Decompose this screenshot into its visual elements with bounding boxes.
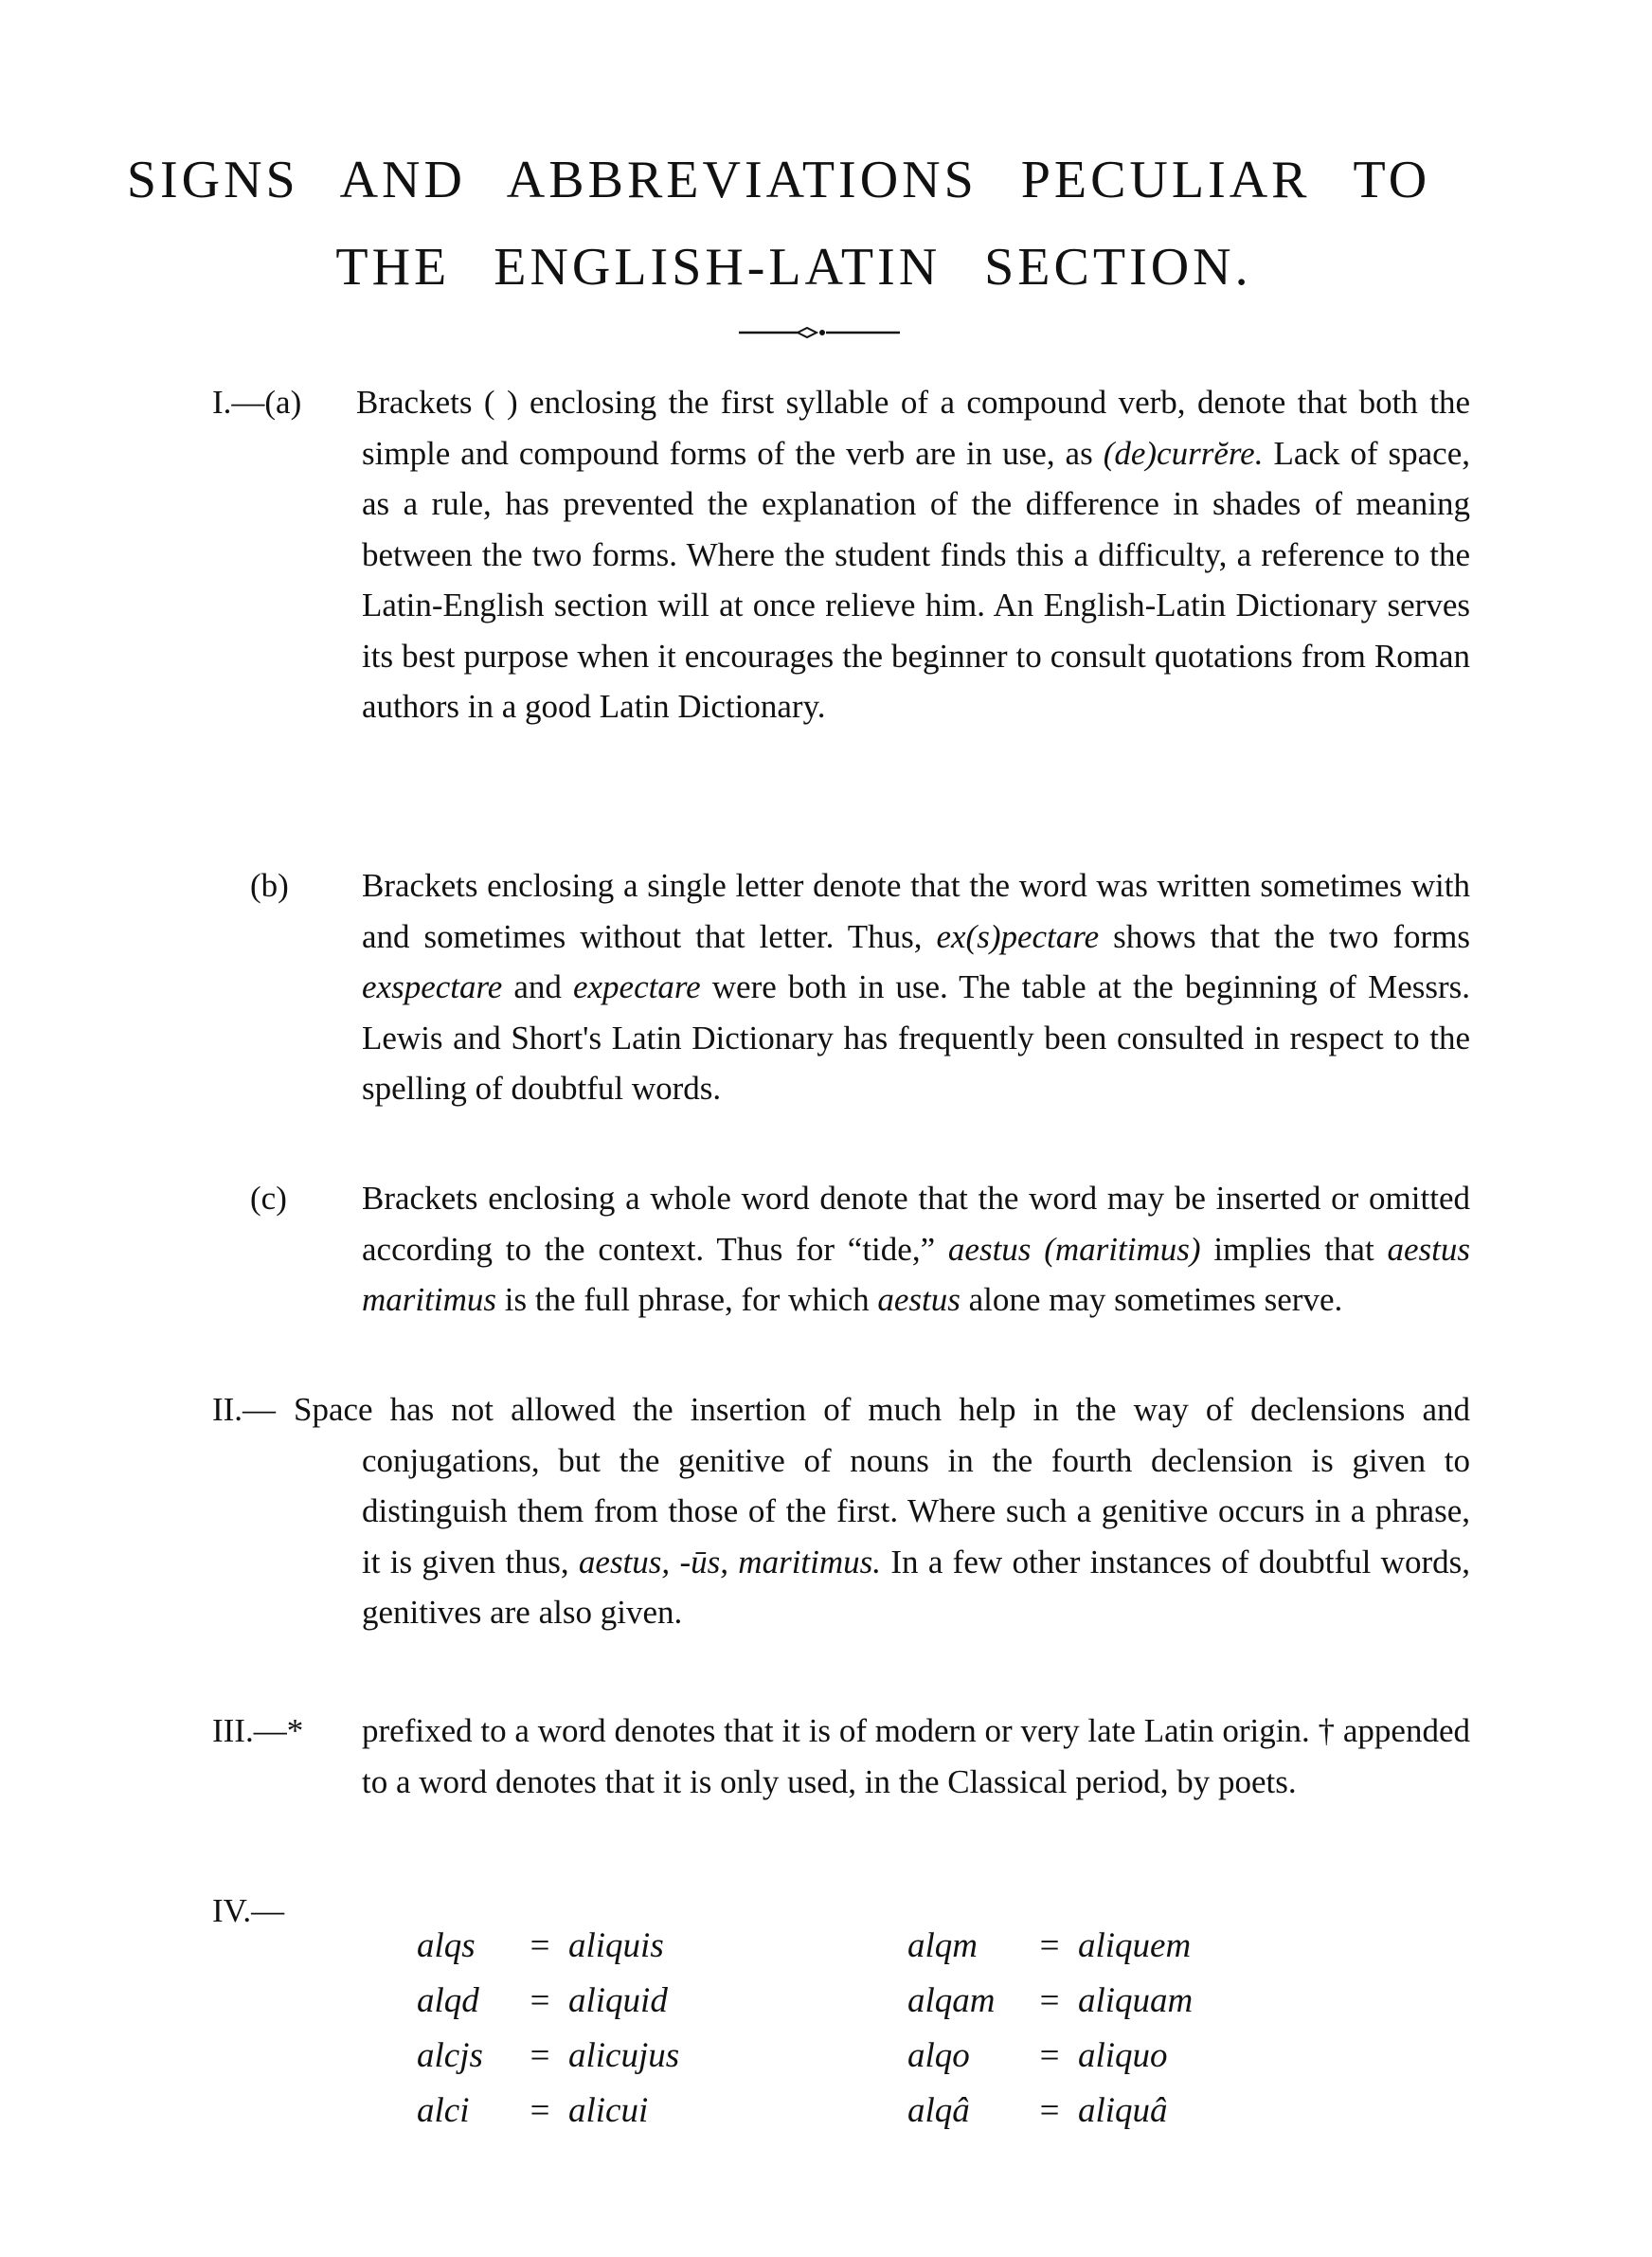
abbreviation-short: alqam [907,1981,996,2020]
abbreviation-row [907,2029,1258,2084]
section-1b-example-1: ex(s)pectare [936,917,1100,955]
abbreviation-row [907,2084,1258,2139]
abbreviation-row [417,2029,748,2084]
equals-sign: = [530,1981,550,2020]
equals-sign: = [1039,1926,1060,1965]
page-title-line-2: THE ENGLISH-LATIN SECTION. [335,238,1252,297]
equals-sign: = [530,2036,550,2075]
section-1c-example-3: aestus [877,1281,961,1318]
abbreviation-row [417,1974,748,2029]
equals-sign: = [530,1926,550,1965]
abbreviation-long: aliquâ [1078,2091,1168,2130]
abbreviation-long: aliquem [1078,1926,1192,1965]
section-1c-text-2: implies that [1200,1230,1388,1268]
section-1b-text-1: Brackets enclosing a single letter denote that the word was written sometimes with and sometimes without that letter. Thus, [362,867,1470,955]
section-3-label: III.—* [212,1712,304,1749]
abbreviation-short: alqm [907,1926,978,1965]
section-1b-example-2: exspectare [362,968,503,1005]
section-1c-text-3: is the full phrase, for which [495,1281,878,1318]
section-1c-example-1: aestus (maritimus) [947,1230,1201,1268]
section-1a-text-2: Lack of space, as a rule, has prevented the explanation of the difference in shades of meaning between the two forms. Where the student finds this a difficulty, a reference to the Latin-English section will at once relieve him. An English-Latin Dictionary serves its best purpose when it encourages the beginner to consult quotations from Roman authors in a good Latin Dictionary. [362,434,1470,725]
section-1b-example-3: expectare [572,968,701,1005]
section-1c-label: (c) [250,1180,287,1217]
page-title-line-1: SIGNS AND ABBREVIATIONS PECULIAR TO [126,151,1431,209]
abbreviation-row [907,1974,1258,2029]
abbreviation-long: aliquis [568,1926,664,1965]
abbreviation-short: alqâ [907,2091,970,2130]
section-2-paragraph [294,1384,1470,1638]
abbreviation-short: alcjs [417,2036,483,2075]
section-1a-label: I.—(a) [212,384,302,421]
section-1b-text-4: were both in use. The table at the beginning of Messrs. Lewis and Short's Latin Dictionary has frequently been consulted in respect to the spelling of doubtful words. [362,968,1470,1107]
section-3-paragraph: prefixed to a word denotes that it is of modern or very late Latin origin. † appended to a word denotes that it is only used, in the Classical period, by poets. [362,1712,1470,1800]
equals-sign: = [530,2091,550,2130]
section-1c-paragraph [362,1173,1470,1326]
abbreviation-short: alqs [417,1926,476,1965]
section-4-label: IV.— [212,1892,285,1929]
section-2-text-2: In a few other instances of doubtful words, genitives are also given. [362,1543,1470,1631]
equals-sign: = [1039,1981,1060,2020]
section-1a-example: (de)currĕre. [1103,434,1264,472]
abbreviation-short: alqd [417,1981,479,2020]
section-1b-text-2: shows that the two forms [1099,917,1470,955]
abbreviation-row [417,1919,748,1974]
abbreviation-table-right [907,1919,1258,2139]
abbreviation-long: alicui [568,2091,649,2130]
section-1a-paragraph [356,377,1470,732]
abbreviation-long: alicujus [568,2036,680,2075]
section-1b-text-3: and [502,968,573,1005]
section-1c-example-2: aestus maritimus [362,1230,1470,1318]
section-1b-paragraph [362,860,1470,1114]
abbreviation-row [417,2084,748,2139]
section-2-label: II.— [212,1391,277,1428]
section-1c-text-1: Brackets enclosing a whole word denote that the word may be inserted or omitted according to the context. Thus for “tide,” [362,1180,1470,1268]
ornament-divider [739,327,900,338]
abbreviation-long: aliquid [568,1981,668,2020]
abbreviation-table-left [417,1919,748,2139]
abbreviation-long: aliquam [1078,1981,1194,2020]
equals-sign: = [1039,2091,1060,2130]
section-1b-label: (b) [250,867,289,904]
abbreviation-long: aliquo [1078,2036,1168,2075]
section-2-text-1: Space has not allowed the insertion of much help in the way of declensions and conjugations, but the genitive of nouns in the fourth declension is given to distinguish them from those of the first. Where such a genitive occurs in a phrase, it is given thus, [294,1391,1470,1580]
abbreviation-short: alqo [907,2036,970,2075]
abbreviation-short: alci [417,2091,470,2130]
section-2-example: aestus, -ūs, maritimus. [578,1543,882,1580]
section-1c-text-4: alone may sometimes serve. [960,1281,1343,1318]
equals-sign: = [1039,2036,1060,2075]
section-1a-text-1: Brackets ( ) enclosing the first syllable of a compound verb, denote that both the simple and compound forms of the verb are in use, as [356,384,1470,472]
abbreviation-row [907,1919,1258,1974]
